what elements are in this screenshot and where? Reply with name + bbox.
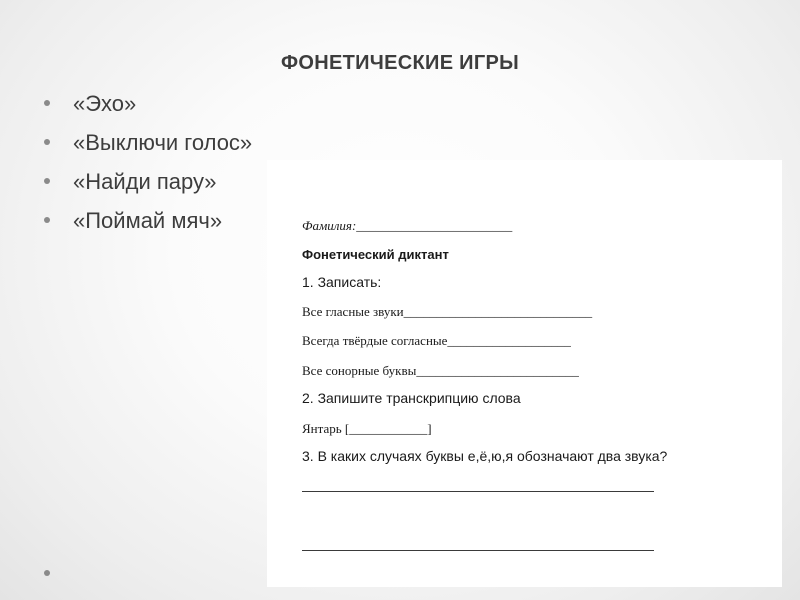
bullet-dot-icon xyxy=(44,139,50,145)
bullet-text: «Найди пару» xyxy=(73,169,217,194)
list-item xyxy=(40,123,252,162)
bullet-text: «Эхо» xyxy=(73,91,137,116)
list-item xyxy=(40,84,252,123)
list-item xyxy=(40,162,252,201)
slide-title: ФОНЕТИЧЕСКИЕ ИГРЫ xyxy=(280,52,520,74)
answer-line xyxy=(302,491,654,492)
task-1-label: 1. Записать: xyxy=(302,274,382,290)
surname-field: Фамилия:________________________ xyxy=(302,218,513,233)
bullet-text: «Выключи голос» xyxy=(73,130,253,155)
task-1-item: Все сонорные буквы_________________________ xyxy=(302,363,579,378)
worksheet-image xyxy=(267,160,782,587)
task-3-label: 3. В каких случаях буквы е,ё,ю,я обозначают два звука? xyxy=(302,448,668,464)
worksheet-heading: Фонетический диктант xyxy=(302,247,449,262)
bullet-dot-icon xyxy=(44,217,50,223)
list-item xyxy=(40,201,252,240)
task-1-item: Всегда твёрдые согласные___________________ xyxy=(302,333,571,348)
task-2-word: Янтарь [____________] xyxy=(302,421,432,436)
empty-bullet-icon xyxy=(44,570,50,576)
bullet-dot-icon xyxy=(44,178,50,184)
task-1-item: Все гласные звуки_____________________________ xyxy=(302,304,593,319)
task-2-label: 2. Запишите транскрипцию слова xyxy=(302,390,521,406)
answer-line xyxy=(302,550,654,551)
bullet-list xyxy=(40,84,252,240)
bullet-text: «Поймай мяч» xyxy=(73,208,223,233)
bullet-dot-icon xyxy=(44,100,50,106)
